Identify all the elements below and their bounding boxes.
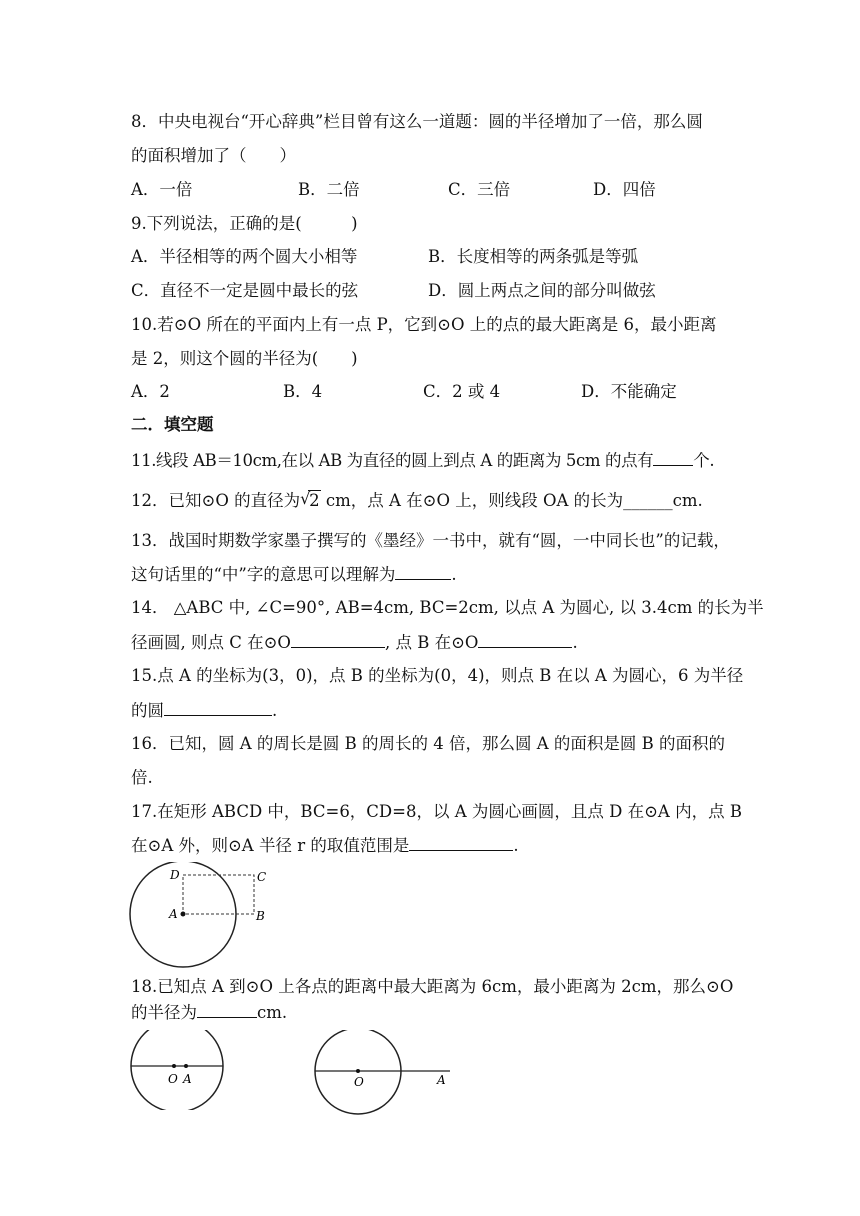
q15-line1: 15.点 A 的坐标为(3，0)，点 B 的坐标为(0，4)，则点 B 在以 A 为圆心，6 为半径 [131,666,744,685]
q18-text-after: cm. [257,1003,288,1022]
q15-text-after: . [272,701,278,720]
q17-line2 [131,834,519,857]
q9-option-a: A．半径相等的两个圆大小相等 [131,247,358,266]
circle-o-inside [131,1030,223,1110]
q15-answer-blank[interactable] [164,699,272,716]
label-o: O [354,1075,364,1089]
q15-line2 [131,699,277,722]
q14-line1: 14． △ABC 中, ∠C=90°, AB=4cm, BC=2cm, 以点 A 为圆心, 以 3.4cm 的长为半 [131,598,764,617]
label-c: C [257,870,267,884]
q15-text-before: 的圆 [131,701,164,720]
q11-line [131,449,714,472]
q10-option-c: C．2 或 4 [423,382,501,401]
q11-answer-blank[interactable] [653,449,693,466]
q17-text-before: 在⊙A 外，则⊙A 半径 r 的取值范围是 [131,836,410,855]
q11-text-before: 11.线段 AB＝10cm,在以 AB 为直径的圆上到点 A 的距离为 5cm 的点有 [131,451,654,470]
q12-answer-blank[interactable]: ______ [623,491,673,510]
label-a: A [169,907,178,921]
q18-line1: 18.已知点 A 到⊙O 上各点的距离中最大距离为 6cm，最小距离为 2cm，那么⊙O [131,977,734,996]
q8-option-c: C．三倍 [448,180,511,199]
q16-line2: 倍. [131,768,153,787]
q11-text-after: 个. [693,451,715,470]
q12-text-after: cm. [672,491,703,510]
q13-text-before: 这句话里的“中”字的意思可以理解为 [131,565,396,584]
q8-line1: 8．中央电视台“开心辞典”栏目曾有这么一道题：圆的半径增加了一倍，那么圆 [131,112,703,131]
q14-text-b: , 点 B 在⊙O [384,633,479,652]
q12-text-before: 12．已知⊙O 的直径为 [131,491,301,510]
q16-line1: 16．已知，圆 A 的周长是圆 B 的周长的 4 倍，那么圆 A 的面积是圆 B 的面积的 [131,734,726,753]
label-o: O [168,1072,178,1086]
q17-answer-blank[interactable] [409,834,513,851]
q18-text-before: 的半径为 [131,1003,197,1022]
center-point-o [172,1064,176,1068]
q17-text-after: . [513,836,519,855]
q9-line1: 9.下列说法，正确的是( ) [131,214,358,233]
section-heading-fill-in: 二．填空题 [131,415,214,434]
q9-option-d: D．圆上两点之间的部分叫做弦 [428,281,656,300]
q8-option-a: A．一倍 [131,180,193,199]
rectangle-abcd [183,875,254,914]
q18-answer-blank[interactable] [197,1001,257,1018]
q14-text-c: . [572,633,578,652]
q18-line2 [131,1001,287,1024]
label-d: D [170,868,180,882]
label-a: A [437,1073,446,1087]
q12-radicand: 2 [309,491,320,510]
label-b: B [256,909,265,923]
q10-line1: 10.若⊙O 所在的平面内上有一点 P，它到⊙O 上的点的最大距离是 6，最小距离 [131,315,717,334]
q8-option-d: D．四倍 [593,180,656,199]
figure-18b-point-outside [310,1030,460,1115]
q9-option-c: C．直径不一定是圆中最长的弦 [131,281,359,300]
q13-text-after: . [451,565,457,584]
q12-line [131,490,703,512]
q9-option-b: B．长度相等的两条弧是等弧 [428,247,639,266]
q13-line1: 13．战国时期数学家墨子撰写的《墨经》一书中，就有“圆，一中同长也”的记载， [131,531,730,550]
q14-text-a: 径画圆, 则点 C 在⊙O [131,633,291,652]
q13-line2 [131,563,457,586]
figure-18a-point-inside [124,1030,234,1110]
figure-17-circle-rectangle [124,862,284,972]
q8-option-b: B．二倍 [298,180,360,199]
q14-answer-blank-c[interactable] [291,631,385,648]
q10-option-d: D．不能确定 [581,382,677,401]
label-a: A [183,1072,192,1086]
q12-text-middle: cm，点 A 在⊙O 上，则线段 OA 的长为 [320,491,624,510]
q14-line2 [131,631,578,654]
sqrt-symbol: √ 2 [300,489,320,510]
q8-line2: 的面积增加了（ ） [131,146,296,165]
q17-line1: 17.在矩形 ABCD 中，BC=6，CD=8，以 A 为圆心画圆，且点 D 在⊙A 内，点 B [131,802,742,821]
point-a [184,1064,188,1068]
q10-line2: 是 2，则这个圆的半径为( ) [131,349,358,368]
q14-answer-blank-b[interactable] [478,631,572,648]
q10-option-a: A．2 [131,382,170,401]
q10-option-b: B．4 [283,382,323,401]
center-point-a [181,912,186,917]
center-point-o [356,1069,360,1073]
q13-answer-blank[interactable] [395,563,451,580]
